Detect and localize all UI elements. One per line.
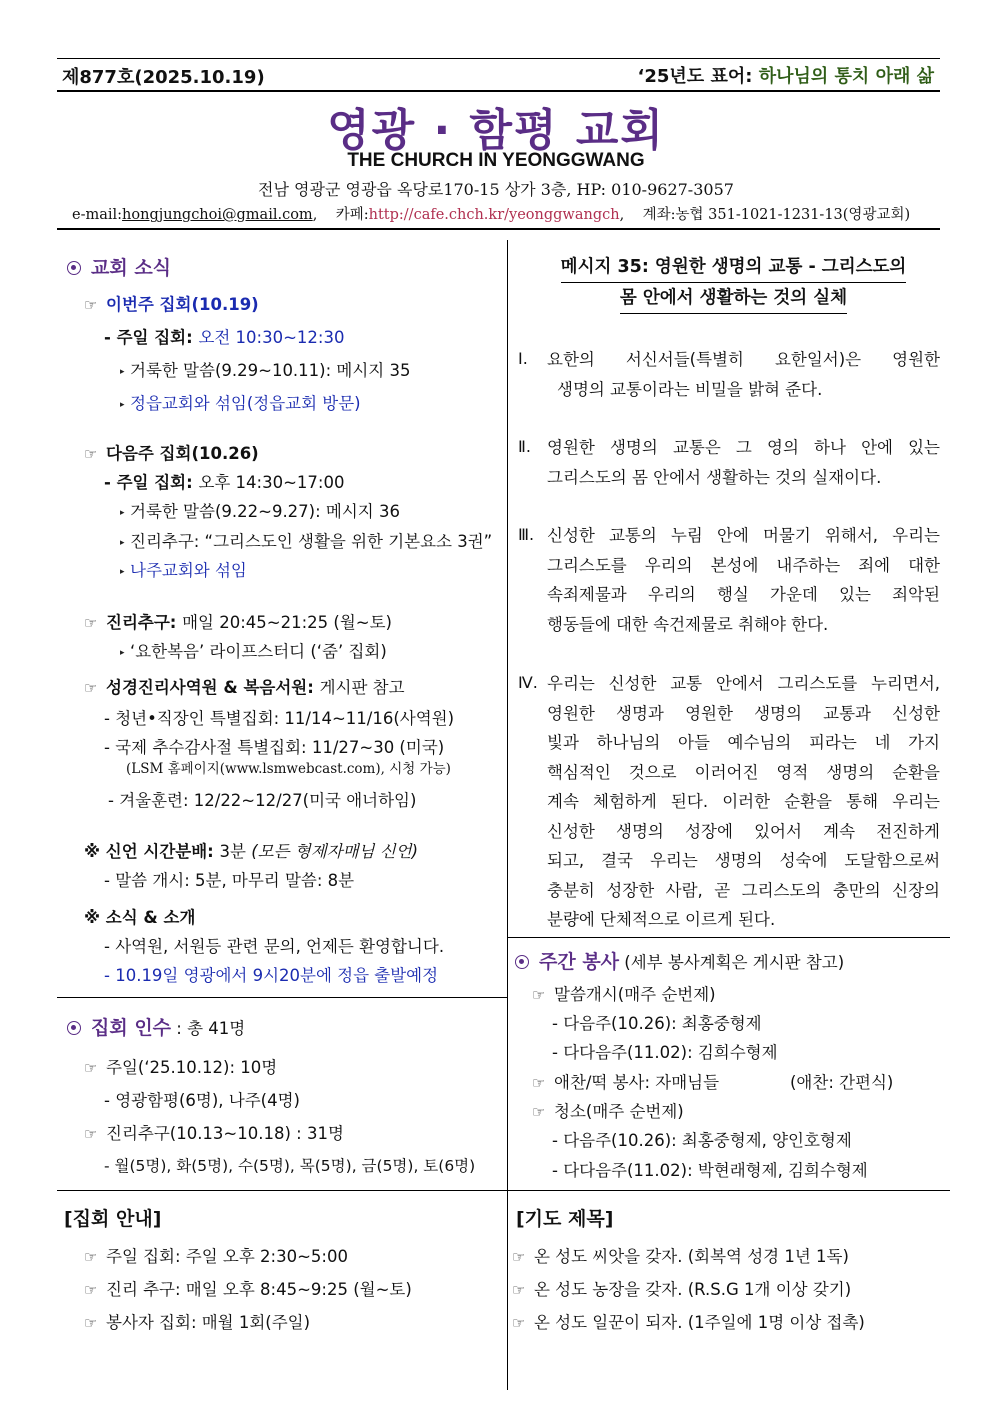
- service-item: - 다다음주(11.02): 김희수형제: [552, 1043, 778, 1062]
- message-point-number: Ⅱ.: [518, 437, 531, 456]
- news-section-title: 교회 소식: [67, 253, 171, 280]
- truth-pursuit-sub: ▸ ‘요한복음’ 라이프스터디 (‘줌’ 집회): [120, 642, 387, 661]
- church-subtitle: THE CHURCH IN YEONGGWANG: [347, 150, 645, 171]
- column-divider: [507, 240, 508, 1390]
- pointing-hand-icon: ☞: [84, 1314, 98, 1332]
- announce-item: - 10.19일 영광에서 9시20분에 정읍 출발예정: [104, 966, 439, 985]
- message-point-line: 신성한 생명의 성장에 있어서 계속 전진하게: [547, 821, 940, 841]
- pointing-hand-icon: ☞: [84, 679, 98, 697]
- message-point-line: 빛과 하나님의 아들 예수님의 피라는 네 가지: [547, 733, 940, 752]
- attendance-sunday-sub: - 영광함평(6명), 나주(4명): [104, 1091, 300, 1110]
- message-point: [547, 669, 940, 935]
- issue-number: 제877호(2025.10.19): [62, 67, 265, 88]
- triangle-bullet-icon: ▸: [120, 567, 125, 577]
- next-week-word: ▸ 거룩한 말씀(9.22~9.27): 메시지 36: [120, 502, 400, 521]
- guide-item: ☞ 봉사자 집회: 매월 1회(주일): [84, 1313, 311, 1332]
- triangle-bullet-icon: ▸: [120, 367, 125, 377]
- message-point: [547, 433, 940, 492]
- church-title: 영광 · 함평 교회: [327, 105, 665, 156]
- service-title: 주간 봉사 (세부 봉사계획은 게시판 참고): [515, 947, 844, 974]
- bible-center: ☞ 성경진리사역원 & 복음서원: 게시판 참고: [84, 678, 405, 697]
- circle-bullet-icon: [515, 955, 529, 969]
- pointing-hand-icon: ☞: [512, 1248, 526, 1266]
- announce-item: - 사역원, 서원등 관련 문의, 언제든 환영합니다.: [104, 937, 445, 956]
- this-week-sunday: - 주일 집회: 오전 10:30~12:30: [104, 328, 345, 347]
- pointing-hand-icon: ☞: [84, 1281, 98, 1299]
- prophesy-allocation: ※ 신언 시간분배: 3분 (모든 형제자매님 신언): [84, 842, 419, 861]
- message-point-number: Ⅲ.: [518, 525, 535, 544]
- next-week-fellowship: ▸ 나주교회와 섞임: [120, 561, 247, 580]
- guide-item: ☞ 진리 추구: 매일 오후 8:45~9:25 (월~토): [84, 1280, 412, 1299]
- message-point: [547, 521, 940, 639]
- motto-label: ‘25년도 표어:: [637, 66, 759, 87]
- contact-line: e-mail:hongjungchoi@gmail.com, 카페:http://cafe.chch.kr/yeonggwangch, 계좌:농협 351-1021-1231-13(영광교회): [72, 207, 911, 223]
- message-point-line: 행동들에 대한 속건제물로 취해야 한다.: [547, 614, 829, 634]
- next-week-pursuit: ▸ 진리추구: “그리스도인 생활을 위한 기본요소 3권”: [120, 532, 493, 551]
- prayer-item: ☞ 온 성도 일꾼이 되자. (1주일에 1명 이상 접촉): [512, 1313, 865, 1332]
- message-point: [547, 345, 940, 404]
- bottom-divider: [57, 1190, 950, 1191]
- header-bottom-rule: [57, 228, 940, 230]
- motto: [638, 62, 934, 88]
- guide-title: [집회 안내]: [64, 1208, 162, 1230]
- attendance-title: 집회 인수 : 총 41명: [67, 1013, 245, 1040]
- triangle-bullet-icon: ▸: [120, 400, 125, 410]
- message-point-line: 충분히 성장한 사람, 곧 그리스도의 충만의 신장의: [547, 880, 940, 900]
- message-point-line: 생명의 교통이라는 비밀을 밝혀 준다.: [557, 379, 823, 399]
- attendance-pursuit-sub: - 월(5명), 화(5명), 수(5명), 목(5명), 금(5명), 토(6명): [104, 1157, 476, 1175]
- circle-bullet-icon: [67, 1021, 81, 1035]
- this-week-word: ▸ 거룩한 말씀(9.29~10.11): 메시지 35: [120, 361, 411, 380]
- next-week-heading: ☞ 다음주 집회(10.26): [84, 444, 259, 463]
- top-rule: [57, 58, 940, 59]
- prayer-item: ☞ 온 성도 씨앗을 갖자. (회복역 성경 1년 1독): [512, 1247, 849, 1266]
- attendance-sunday: ☞ 주일(‘25.10.12): 10명: [84, 1058, 278, 1077]
- triangle-bullet-icon: ▸: [120, 508, 125, 518]
- service-item: - 다음주(10.26): 최홍중형제, 양인호형제: [552, 1131, 852, 1150]
- church-address: 전남 영광군 영광읍 옥당로170-15 상가 3층, HP: 010-9627-3057: [258, 180, 734, 199]
- bible-center-note: (LSM 홈페이지(www.lsmwebcast.com), 시청 가능): [126, 761, 451, 777]
- pointing-hand-icon: ☞: [84, 296, 98, 314]
- prayer-item: ☞ 온 성도 농장을 갖자. (R.S.G 1개 이상 갖기): [512, 1280, 852, 1299]
- bible-center-item: - 겨울훈련: 12/22~12/27(미국 애너하임): [108, 791, 417, 810]
- triangle-bullet-icon: ▸: [120, 648, 125, 658]
- service-item: ☞ 애찬/떡 봉사: 자매님들: [532, 1073, 720, 1092]
- cafe-link[interactable]: http://cafe.chch.kr/yeonggwangch: [368, 207, 620, 223]
- service-item: ☞ 말씀개시(매주 순번제): [532, 985, 716, 1004]
- service-item: - 다다음주(11.02): 박현래형제, 김희수형제: [552, 1161, 868, 1180]
- this-week-heading: ☞ 이번주 집회(10.19): [84, 295, 259, 314]
- message-point-line: 신성한 교통의 누림 안에 머물기 위해서, 우리는: [547, 526, 940, 545]
- message-point-line: 핵심적인 것으로 이러어진 영적 생명의 순환을: [547, 762, 940, 782]
- message-point-line: 그리스도의 몸 안에서 생활하는 것의 실재이다.: [547, 467, 882, 487]
- bible-center-item: - 국제 추수감사절 특별집회: 11/27~30 (미국): [104, 738, 445, 757]
- header-rule: [57, 90, 940, 92]
- pointing-hand-icon: ☞: [84, 445, 98, 463]
- message-title: 메시지 35: 영원한 생명의 교통 - 그리스도의 몸 안에서 생활하는 것의 실체: [525, 252, 942, 314]
- prayer-title: [기도 제목]: [516, 1208, 614, 1230]
- pointing-hand-icon: ☞: [84, 1059, 98, 1077]
- circle-bullet-icon: [67, 261, 81, 275]
- pointing-hand-icon: ☞: [84, 614, 98, 632]
- message-point-number: Ⅳ.: [518, 673, 538, 692]
- message-point-line: 우리는 신성한 교통 안에서 그리스도를 누리면서,: [547, 674, 940, 693]
- left-divider: [57, 997, 507, 998]
- bible-center-item: - 청년•직장인 특별집회: 11/14~11/16(사역원): [104, 709, 455, 728]
- guide-item: ☞ 주일 집회: 주일 오후 2:30~5:00: [84, 1247, 348, 1266]
- service-note: (애찬: 간편식): [790, 1073, 894, 1092]
- message-point-line: 영원한 생명의 교통은 그 영의 하나 안에 있는: [547, 438, 940, 457]
- message-point-line: 계속 체험하게 된다. 이러한 순환을 통해 우리는: [547, 792, 940, 811]
- email-link[interactable]: hongjungchoi@gmail.com: [122, 207, 313, 223]
- bank-account: 계좌:농협 351-1021-1231-13(영광교회): [642, 207, 911, 223]
- message-point-line: 그리스도를 우리의 본성에 내주하는 죄에 대한: [547, 555, 940, 575]
- motto-text: 하나님의 통치 아래 삶: [758, 66, 934, 87]
- pointing-hand-icon: ☞: [84, 1125, 98, 1143]
- service-item: - 다음주(10.26): 최홍중형제: [552, 1014, 762, 1033]
- message-point-line: 되고, 결국 우리는 생명의 성숙에 도달함으로써: [547, 851, 940, 870]
- next-week-sunday: - 주일 집회: 오후 14:30~17:00: [104, 473, 345, 492]
- pointing-hand-icon: ☞: [532, 1103, 546, 1121]
- message-point-line: 분량에 단체적으로 이르게 된다.: [547, 910, 776, 929]
- message-point-line: 영원한 생명과 영원한 생명의 교통과 신성한: [547, 703, 940, 723]
- attendance-pursuit: ☞ 진리추구(10.13~10.18) : 31명: [84, 1124, 344, 1143]
- prophesy-sub: - 말씀 개시: 5분, 마무리 말씀: 8분: [104, 871, 355, 890]
- service-item: ☞ 청소(매주 순번제): [532, 1102, 684, 1121]
- pointing-hand-icon: ☞: [512, 1281, 526, 1299]
- truth-pursuit: ☞ 진리추구: 매일 20:45~21:25 (월~토): [84, 613, 392, 632]
- right-divider: [507, 937, 950, 938]
- announce-heading: ※ 소식 & 소개: [84, 908, 196, 927]
- pointing-hand-icon: ☞: [84, 1248, 98, 1266]
- message-point-line: 요한의 서신서들(특별히 요한일서)은 영원한: [547, 350, 940, 369]
- message-point-line: 속죄제물과 우리의 행실 가운데 있는 죄악된: [547, 585, 940, 604]
- pointing-hand-icon: ☞: [532, 986, 546, 1004]
- triangle-bullet-icon: ▸: [120, 538, 125, 548]
- this-week-fellowship: ▸ 정읍교회와 섞임(정읍교회 방문): [120, 394, 361, 413]
- pointing-hand-icon: ☞: [512, 1314, 526, 1332]
- message-point-number: Ⅰ.: [518, 349, 528, 368]
- pointing-hand-icon: ☞: [532, 1074, 546, 1092]
